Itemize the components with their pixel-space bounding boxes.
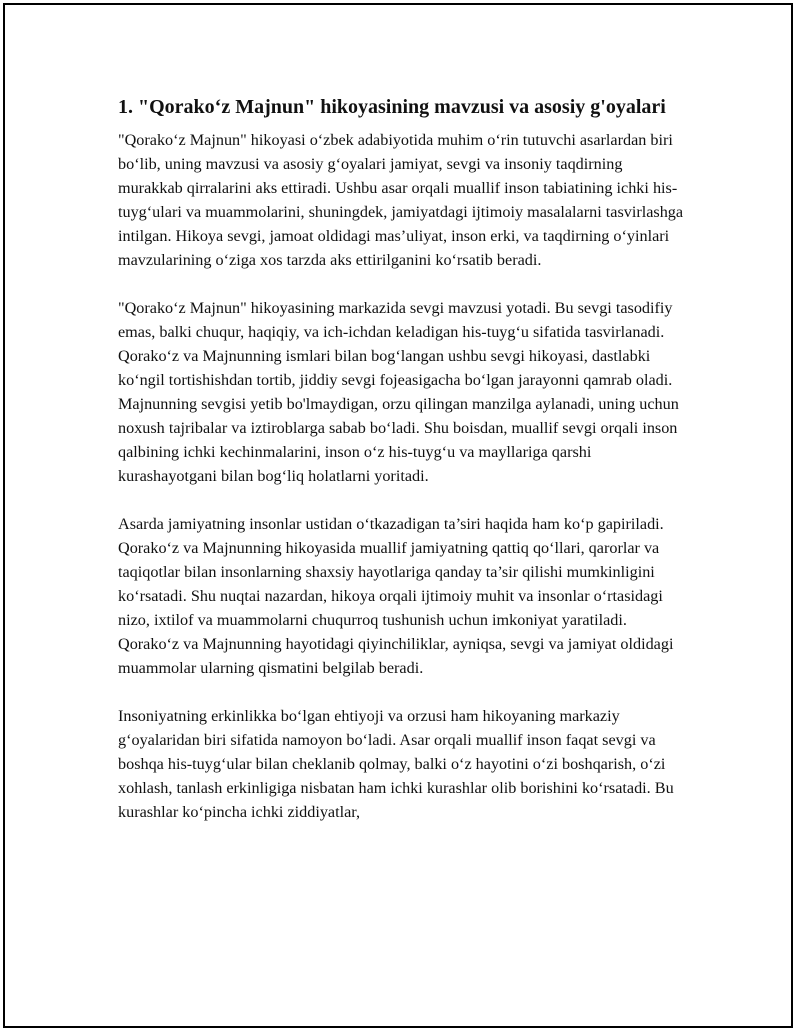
paragraph-4: Insoniyatning erkinlikka bo‘lgan ehtiyoji va orzusi ham hikoyaning markaziy g‘oyalaridan biri sifatida namoyon bo‘ladi. Asar orqali muallif inson faqat sevgi va boshqa his-tuyg‘ular bilan cheklanib qolmay, balki o‘z hayotini o‘zi boshqarish, o‘zi xohlash, tanlash erkinligiga nisbatan ham ichki kurashlar olib borishini ko‘rsatadi. Bu kurashlar ko‘pincha ichki ziddiyatlar,	[118, 707, 674, 821]
paragraph-1: "Qorako‘z Majnun" hikoyasi o‘zbek adabiyotida muhim o‘rin tutuvchi asarlardan biri bo‘lib, uning mavzusi va asosiy g‘oyalari jamiyat, sevgi va insoniy taqdirning murakkab qirralarini aks ettiradi. Ushbu asar orqali muallif inson tabiatining ichki his-tuyg‘ulari va muammolarini, shuningdek, jamiyatdagi ijtimoiy masalalarni tasvirlashga intilgan. Hikoya sevgi, jamoat oldidagi mas’uliyat, inson erki, va taqdirning o‘yinlari mavzularining o‘ziga xos tarzda aks ettirilganini ko‘rsatib beradi.	[118, 131, 684, 269]
section-heading: 1. "Qorako‘z Majnun" hikoyasining mavzusi va asosiy g'oyalari	[118, 96, 666, 118]
document-body	[118, 93, 688, 848]
paragraph-2: "Qorako‘z Majnun" hikoyasining markazida sevgi mavzusi yotadi. Bu sevgi tasodifiy emas, balki chuqur, haqiqiy, va ich-ichdan keladigan his-tuyg‘u sifatida tasvirlanadi. Qorako‘z va Majnunning ismlari bilan bog‘langan ushbu sevgi hikoyasi, dastlabki ko‘ngil tortishishdan tortib, jiddiy sevgi fojeasigacha bo‘lgan jarayonni qamrab oladi. Majnunning sevgisi yetib bo'lmaydigan, orzu qilingan manzilga aylanadi, uning uchun noxush tajribalar va iztiroblarga sabab bo‘ladi. Shu boisdan, muallif sevgi orqali inson qalbining ichki kechinmalarini, inson o‘z his-tuyg‘u va mayllariga qarshi kurashayotgani bilan bog‘liq holatlarni yoritadi.	[118, 299, 679, 485]
paragraph-3: Asarda jamiyatning insonlar ustidan o‘tkazadigan ta’siri haqida ham ko‘p gapiriladi. Qorako‘z va Majnunning hikoyasida muallif jamiyatning qattiq qo‘llari, qarorlar va taqiqotlar bilan insonlarning shaxsiy hayotlariga qanday ta’sir qilishi mumkinligini ko‘rsatadi. Shu nuqtai nazardan, hikoya orqali ijtimoiy muhit va insonlar o‘rtasidagi nizo, ixtilof va muammolarni chuqurroq tushunish uchun imkoniyat yaratiladi. Qorako‘z va Majnunning hayotidagi qiyinchiliklar, ayniqsa, sevgi va jamiyat oldidagi muammolar ularning qismatini belgilab beradi.	[118, 515, 674, 677]
